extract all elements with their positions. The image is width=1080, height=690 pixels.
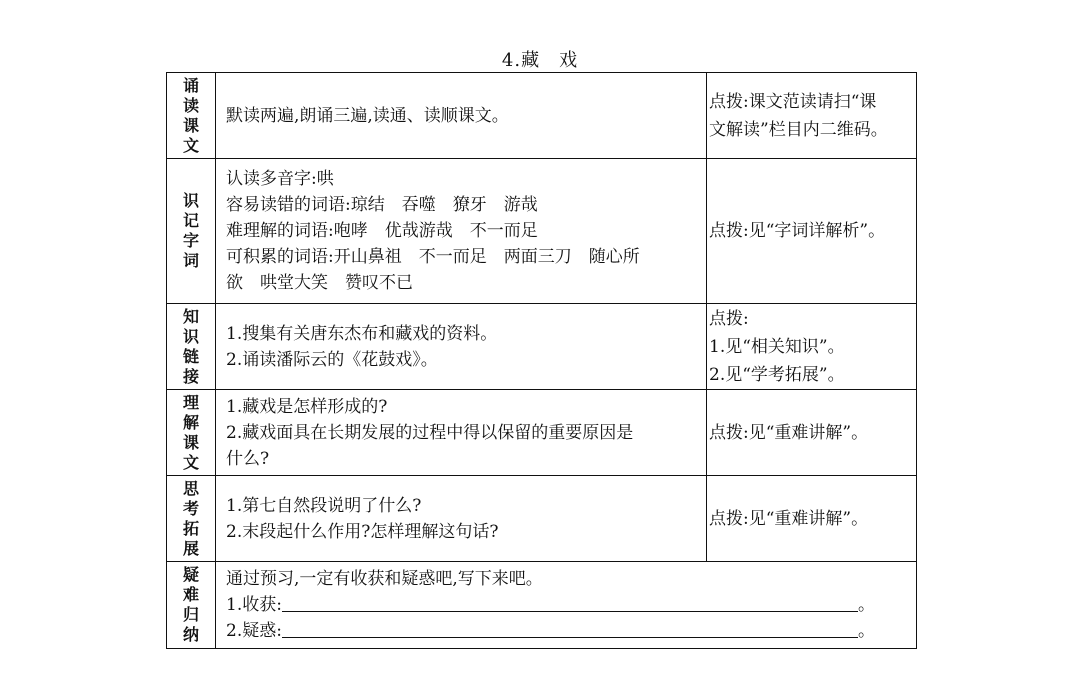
content-line: 1.搜集有关唐东杰布和藏戏的资料。 [226, 323, 498, 344]
row-content [216, 476, 707, 562]
heading-char: 归 [182, 605, 199, 624]
gain-label: 1.收获: [226, 595, 282, 615]
hint-line: 1.见“相关知识”。 [709, 336, 845, 357]
row-hint [707, 304, 917, 390]
content-line: 2.诵读潘际云的《花鼓戏》。 [226, 349, 438, 370]
table-row [167, 159, 917, 304]
heading-char: 解 [182, 412, 199, 432]
heading-char: 链 [182, 346, 199, 366]
heading-char: 理 [182, 392, 199, 412]
row-hint [707, 73, 917, 159]
row-content [216, 304, 707, 390]
table-row [167, 476, 917, 562]
table-row [167, 73, 917, 159]
summary-content [216, 562, 917, 649]
content-line: 2.末段起什么作用?怎样理解这句话? [226, 521, 499, 542]
table-row [167, 562, 917, 649]
gain-line [226, 592, 906, 618]
hint-line: 点拨:见“字词详解析”。 [709, 221, 886, 241]
heading-char: 接 [182, 366, 199, 386]
hint-line: 2.见“学考拓展”。 [709, 364, 845, 385]
heading-char: 考 [182, 498, 199, 518]
summary-intro: 通过预习,一定有收获和疑惑吧,写下来吧。 [226, 569, 543, 589]
content-line: 难理解的词语:咆哮 优哉游哉 不一而足 [226, 221, 538, 241]
content-line: 1.第七自然段说明了什么? [226, 495, 422, 516]
row-hint [707, 159, 917, 304]
row-heading [167, 73, 216, 159]
row-content [216, 73, 707, 159]
doubt-blank[interactable] [282, 619, 858, 638]
preview-table [166, 72, 917, 649]
heading-char: 课 [182, 115, 199, 135]
gain-blank[interactable] [282, 593, 858, 612]
heading-char: 疑 [182, 565, 199, 584]
heading-char: 拓 [182, 518, 199, 538]
hint-line: 点拨: [709, 308, 749, 329]
heading-char: 识 [182, 326, 199, 346]
content-line: 认读多音字:哄 [226, 169, 334, 189]
heading-char: 记 [182, 211, 199, 230]
heading-char: 诵 [182, 75, 199, 95]
content-line: 默读两遍,朗诵三遍,读通、读顺课文。 [226, 105, 509, 126]
heading-char: 思 [182, 478, 199, 498]
doubt-line [226, 618, 906, 644]
heading-char: 文 [182, 135, 199, 155]
hint-line: 文解读”栏目内二维码。 [709, 119, 888, 140]
hint-line: 点拨:见“重难讲解”。 [709, 508, 869, 529]
row-heading [167, 159, 216, 304]
content-line: 容易读错的词语:琼结 吞噬 獠牙 游哉 [226, 195, 538, 215]
end-mark: 。 [857, 621, 875, 641]
row-hint [707, 476, 917, 562]
row-hint [707, 390, 917, 476]
doubt-label: 2.疑惑: [226, 621, 282, 641]
heading-char: 难 [182, 585, 199, 604]
content-line: 可积累的词语:开山鼻祖 不一而足 两面三刀 随心所 [226, 247, 640, 267]
end-mark: 。 [857, 595, 875, 615]
hint-line: 点拨:课文范读请扫“课 [709, 91, 877, 112]
row-heading [167, 304, 216, 390]
row-content [216, 390, 707, 476]
table-row [167, 390, 917, 476]
row-heading [167, 390, 216, 476]
heading-char: 纳 [182, 625, 199, 644]
row-heading [167, 562, 216, 649]
heading-char: 展 [182, 538, 199, 558]
content-line: 1.藏戏是怎样形成的? [226, 396, 388, 417]
heading-char: 知 [182, 306, 199, 326]
hint-line: 点拨:见“重难讲解”。 [709, 422, 869, 443]
page-title: 4.藏 戏 [501, 50, 579, 71]
heading-char: 文 [182, 452, 199, 472]
content-line: 什么? [226, 448, 270, 469]
heading-char: 课 [182, 432, 199, 452]
content-line: 2.藏戏面具在长期发展的过程中得以保留的重要原因是 [226, 422, 634, 443]
heading-char: 读 [182, 95, 199, 115]
content-line: 欲 哄堂大笑 赞叹不已 [226, 273, 413, 293]
row-heading [167, 476, 216, 562]
row-content [216, 159, 707, 304]
table-row [167, 304, 917, 390]
heading-char: 识 [182, 191, 199, 210]
heading-char: 词 [182, 251, 199, 270]
heading-char: 字 [182, 231, 199, 250]
